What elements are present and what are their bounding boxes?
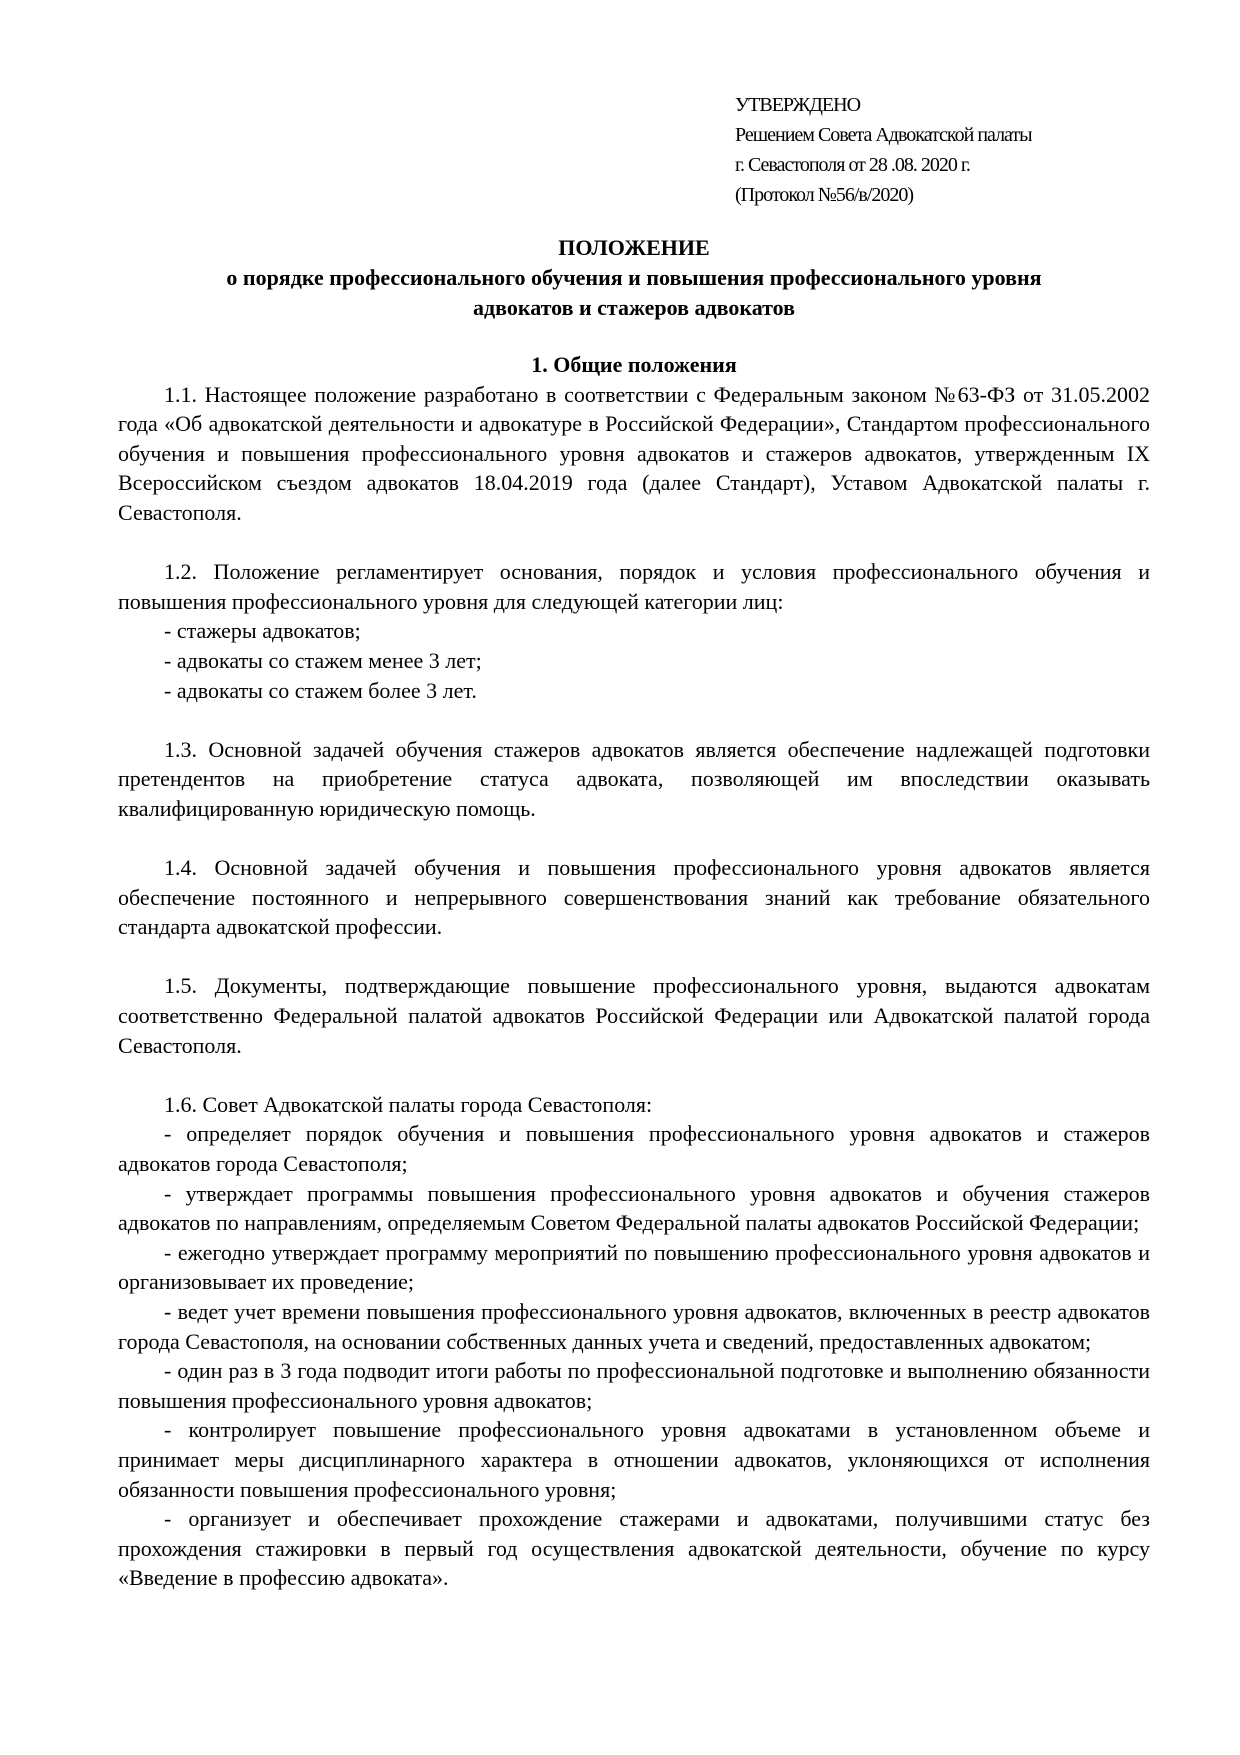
list-item: - стажеры адвокатов;	[164, 618, 361, 644]
approval-line-decision: Решением Совета Адвокатской палаты	[735, 124, 1032, 146]
list-item: - один раз в 3 года подводит итоги работы по профессиональной подготовке и выполнению обязанности повышения профессионального уровня адвокатов;	[118, 1358, 1150, 1413]
paragraph-1-4: 1.4. Основной задачей обучения и повышения профессионального уровня адвокатов является обеспечение постоянного и непрерывного совершенствования знаний как требование обязательного стандарта адвокатской профессии.	[118, 855, 1150, 940]
approval-stamp	[735, 90, 1155, 210]
document-title	[118, 233, 1150, 323]
list-item: - адвокаты со стажем менее 3 лет;	[164, 647, 482, 673]
approval-line-approved: УТВЕРЖДЕНО	[735, 94, 861, 116]
list-item: - определяет порядок обучения и повышения профессионального уровня адвокатов и стажеров адвокатов города Севастополя;	[118, 1121, 1150, 1177]
list-item: - организует и обеспечивает прохождение стажерами и адвокатами, получившими статус без прохождения стажировки в первый год осуществления адвокатской деятельности, обучение по курсу «Введение в профессию адвоката».	[118, 1506, 1150, 1591]
section-heading: 1. Общие положения	[531, 352, 737, 377]
paragraph-1-1: 1.1. Настоящее положение разработано в соответствии с Федеральным законом №63-ФЗ от 31.05.2002 года «Об адвокатской деятельности и адвокатуре в Российской Федерации», Стандартом профессионального обучения и повышения профессионального уровня адвокатов и стажеров адвокатов, утвержденным IX Всероссийском съездом адвокатов 18.04.2019 года (далее Стандарт), Уставом Адвокатской палаты г. Севастополя.	[118, 381, 1150, 525]
document-body	[118, 350, 1150, 1593]
approval-line-date: г. Севастополя от 28 .08. 2020 г.	[735, 154, 970, 176]
list-item: - утверждает программы повышения профессионального уровня адвокатов и обучения стажеров адвокатов по направлениям, определяемым Советом Федеральной палаты адвокатов Российской Федерации;	[118, 1180, 1150, 1236]
paragraph-1-3: 1.3. Основной задачей обучения стажеров адвокатов является обеспечение надлежащей подготовки претендентов на приобретение статуса адвоката, позволяющей им впоследствии оказывать квалифицированную юридическую помощь.	[118, 736, 1150, 821]
list-item: - контролирует повышение профессионального уровня адвокатами в установленном объеме и принимает меры дисциплинарного характера в отношении адвокатов, уклоняющихся от исполнения обязанности повышения профессионального уровня;	[118, 1417, 1150, 1502]
list-item: - ведет учет времени повышения профессионального уровня адвокатов, включенных в реестр адвокатов города Севастополя, на основании собственных данных учета и сведений, предоставленных адвокатом;	[118, 1299, 1150, 1354]
list-item: - адвокаты со стажем более 3 лет.	[164, 677, 477, 703]
title-line-3: адвокатов и стажеров адвокатов	[473, 295, 795, 320]
paragraph-1-2: 1.2. Положение регламентирует основания, порядок и условия профессионального обучения и повышения профессионального уровня для следующей категории лиц:	[118, 559, 1150, 614]
title-line-2: о порядке профессионального обучения и повышения профессионального уровня	[226, 265, 1042, 290]
title-line-1: ПОЛОЖЕНИЕ	[558, 235, 710, 260]
paragraph-1-6: 1.6. Совет Адвокатской палаты города Севастополя:	[164, 1091, 653, 1117]
paragraph-1-5: 1.5. Документы, подтверждающие повышение профессионального уровня, выдаются адвокатам соответственно Федеральной палатой адвокатов Российской Федерации или Адвокатской палатой города Севастополя.	[118, 973, 1150, 1058]
list-item: - ежегодно утверждает программу мероприятий по повышению профессионального уровня адвокатов и организовывает их проведение;	[118, 1239, 1150, 1295]
approval-line-protocol: (Протокол №56/в/2020)	[735, 184, 914, 206]
